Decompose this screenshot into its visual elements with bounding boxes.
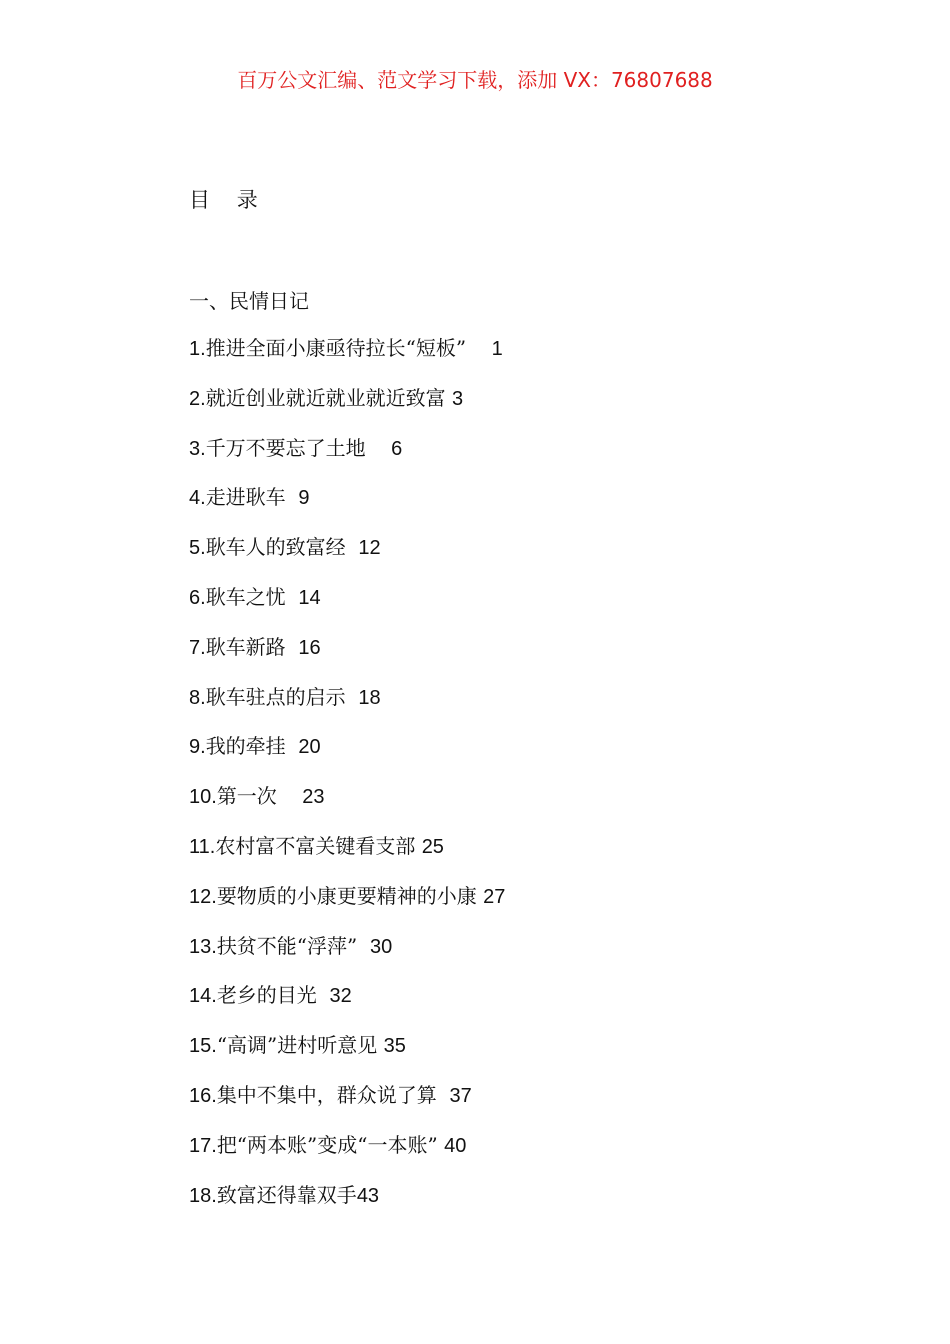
toc-entry	[189, 831, 505, 881]
toc-entry	[189, 1080, 505, 1130]
toc-entry-page: 16	[298, 636, 321, 659]
section-heading: 一、民情日记	[189, 289, 309, 313]
toc-entry	[189, 731, 505, 781]
toc-entry-spacer	[286, 635, 299, 659]
toc-entry-title: 第一次	[216, 784, 277, 809]
toc-entry	[189, 383, 505, 433]
toc-entry-page: 37	[449, 1084, 472, 1107]
toc-entry-spacer	[286, 585, 299, 609]
toc-entry-title: 集中不集中，群众说了算	[216, 1082, 437, 1107]
toc-entry-title: 我的牵挂	[205, 734, 286, 759]
toc-entry-spacer	[366, 436, 391, 460]
toc-entry-title: 耿车驻点的启示	[205, 684, 346, 709]
toc-entry-title: “高调”进村听意见	[216, 1033, 378, 1058]
toc-entry-spacer	[346, 685, 359, 709]
toc-entry-page: 9	[298, 487, 310, 510]
toc-entry-page: 32	[329, 985, 352, 1008]
toc-entry-page: 1	[491, 338, 503, 360]
toc-entry-spacer	[286, 485, 299, 509]
toc-entry-number: 8.	[189, 686, 206, 709]
toc-entry	[189, 433, 505, 483]
toc-entry-spacer	[277, 784, 302, 808]
toc-title: 目 录	[189, 188, 258, 212]
toc-entry-number: 15.	[189, 1035, 217, 1058]
toc-entry-spacer	[466, 336, 491, 360]
toc-entry-page: 14	[298, 586, 321, 609]
toc-entry	[189, 632, 505, 682]
toc-entry-title: 推进全面小康亟待拉长“短板”	[205, 336, 467, 360]
toc-entry-spacer	[317, 983, 330, 1007]
toc-entry-page: 6	[391, 437, 403, 460]
toc-entry-page: 3	[452, 387, 464, 410]
toc-entry-number: 6.	[189, 586, 206, 609]
toc-entry-spacer	[346, 535, 359, 559]
toc-entry-number: 1.	[189, 338, 206, 360]
toc-entry-title: 老乡的目光	[216, 983, 317, 1008]
toc-entry-page: 12	[358, 537, 381, 560]
watermark-header: 百万公文汇编、范文学习下载，添加 VX：76807688	[237, 68, 713, 92]
toc-entry	[189, 881, 505, 931]
toc-entry	[189, 1130, 505, 1180]
toc-entry	[189, 333, 505, 383]
toc-entry	[189, 682, 505, 732]
toc-entry	[189, 781, 505, 831]
toc-entry-number: 16.	[189, 1084, 217, 1107]
toc-entry-number: 3.	[189, 437, 206, 460]
toc-entry-title: 把“两本账”变成“一本账”	[216, 1132, 438, 1157]
toc-entry-number: 10.	[189, 786, 217, 809]
toc-list	[189, 333, 505, 1229]
toc-entry-page: 43	[356, 1184, 380, 1207]
toc-entry-title: 农村富不富关键看支部	[215, 833, 416, 858]
toc-entry-title: 千万不要忘了土地	[205, 435, 366, 460]
toc-entry-page: 35	[383, 1035, 406, 1058]
toc-entry	[189, 482, 505, 532]
toc-entry-title: 耿车新路	[205, 634, 286, 659]
toc-entry	[189, 582, 505, 632]
toc-entry-page: 23	[302, 786, 325, 809]
toc-entry-page: 20	[298, 736, 321, 759]
toc-entry-title: 耿车之忧	[205, 584, 286, 609]
toc-entry-number: 9.	[189, 736, 206, 759]
toc-entry-page: 40	[444, 1134, 467, 1157]
toc-entry	[189, 980, 505, 1030]
toc-entry	[189, 1030, 505, 1080]
toc-entry-spacer	[286, 734, 299, 758]
toc-entry-number: 12.	[189, 885, 217, 908]
toc-entry-number: 17.	[189, 1134, 217, 1157]
toc-entry-spacer	[357, 934, 370, 958]
toc-entry	[189, 1180, 505, 1230]
toc-entry-page: 18	[358, 686, 381, 709]
toc-entry-number: 13.	[189, 935, 217, 958]
toc-entry-number: 2.	[189, 387, 206, 410]
toc-entry-number: 5.	[189, 537, 206, 560]
toc-entry-page: 25	[421, 835, 444, 858]
toc-entry-number: 11.	[189, 835, 216, 858]
toc-entry-title: 耿车人的致富经	[205, 535, 346, 560]
toc-entry	[189, 532, 505, 582]
toc-entry-number: 18.	[189, 1184, 217, 1207]
toc-entry-title: 致富还得靠双手	[216, 1182, 357, 1207]
toc-entry-number: 14.	[189, 985, 217, 1008]
toc-entry-number: 4.	[189, 487, 206, 510]
toc-entry-page: 27	[483, 885, 506, 908]
toc-entry-title: 扶贫不能“浮萍”	[216, 933, 358, 958]
toc-entry-title: 就近创业就近就业就近致富	[205, 385, 446, 410]
toc-entry-number: 7.	[189, 636, 206, 659]
toc-entry	[189, 931, 505, 981]
toc-entry-title: 走进耿车	[205, 485, 286, 510]
toc-entry-page: 30	[369, 935, 393, 958]
toc-entry-spacer	[437, 1083, 450, 1107]
toc-entry-title: 要物质的小康更要精神的小康	[216, 883, 477, 908]
